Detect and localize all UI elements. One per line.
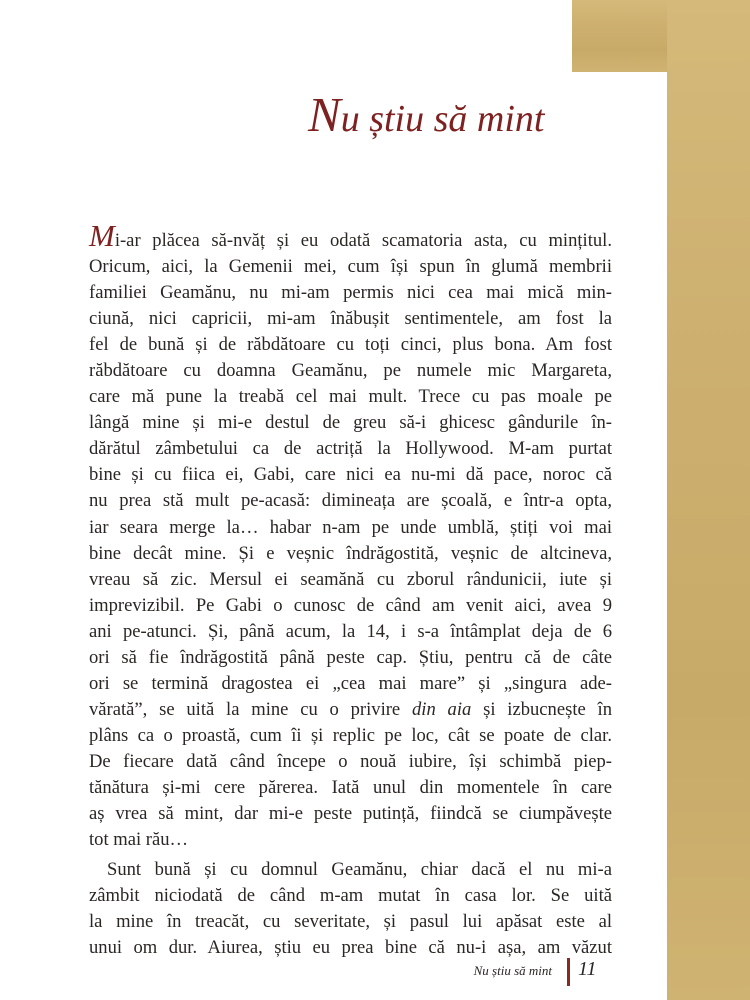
page-number: 11: [578, 958, 597, 980]
chapter-title-initial: N: [308, 87, 341, 142]
drop-cap: M: [89, 218, 115, 253]
text-line: răbdătoare cu doamna Geamănu, pe numele mic Margareta,: [89, 360, 612, 382]
text-line: [89, 218, 612, 254]
chapter-title: [308, 86, 608, 145]
text-line: vreau să zic. Mersul ei seamănă cu zborul rândunicii, iute și: [89, 568, 612, 590]
text-line: ori se termină dragostea ei „cea mai mare” și „singura ade-: [89, 672, 612, 694]
text-line-content: vărată”, se uită la mine cu o privire: [89, 698, 412, 720]
text-line: la mine în treacăt, cu severitate, și pasul lui apăsat este al: [89, 911, 612, 933]
text-line: Sunt bună și cu domnul Geamănu, chiar dacă el nu mi-a: [107, 859, 612, 881]
chapter-title-rest: u știu să mint: [340, 98, 545, 140]
text-line: imprevizibil. Pe Gabi o cunosc de când am venit aici, avea 9: [89, 594, 612, 616]
text-line-content: și izbucnește în: [483, 698, 612, 720]
gold-decor-right: [667, 0, 750, 1000]
text-line: tănătura și-mi cere părerea. Iată unul din momentele în care: [89, 776, 612, 798]
text-line: fel de bună și de răbdătoare cu toți cinci, plus bona. Am fost: [89, 334, 612, 356]
text-line: aș vrea să mint, dar mi-e peste putință, fiindcă se ciumpăvește: [89, 803, 612, 825]
text-line: De fiecare dată când începe o nouă iubire, își schimbă piep-: [89, 750, 612, 772]
paragraph-2: [89, 857, 612, 961]
text-line: bine decât mine. Și e veșnic îndrăgostită, veșnic de altcineva,: [89, 542, 612, 564]
text-line-content: i-ar plăcea să-nvăț și eu odată scamatoria asta, cu mințitul.: [114, 230, 612, 251]
italic-phrase: din aia: [411, 698, 472, 720]
body-text: [89, 218, 612, 961]
text-line: care mă pune la treabă cel mai mult. Trece cu pas moale pe: [89, 386, 612, 408]
text-line: iar seara merge la… habar n-am pe unde umblă, știți voi mai: [89, 516, 612, 538]
text-line: bine și cu fiica ei, Gabi, care nici ea nu-mi dă pace, noroc că: [89, 464, 612, 486]
text-line: unui om dur. Aiurea, știu eu prea bine că nu-i așa, am văzut: [89, 937, 612, 959]
text-line: nu prea stă mult pe-acasă: dimineața are școală, e într-a opta,: [89, 490, 612, 512]
text-line: zâmbit niciodată de când m-am mutat în casa lor. Se uită: [89, 885, 612, 907]
running-head: Nu știu să mint: [473, 963, 552, 978]
text-line: [89, 697, 612, 723]
text-line: lângă mine și mi-e destul de greu să-i ghicesc gândurile în-: [89, 412, 612, 434]
text-line: familiei Geamănu, nu mi-am permis nici cea mai mică min-: [89, 282, 612, 304]
text-line: plâns ca o proastă, cum îi și replic pe loc, cât se poate de clar.: [89, 724, 612, 746]
footer-divider: [567, 958, 570, 986]
text-line: ani pe-atunci. Și, până acum, la 14, i s-a întâmplat deja de 6: [89, 620, 612, 642]
text-line: ciună, nici capricii, mi-am înăbușit sentimentele, am fost la: [89, 308, 612, 330]
paragraph-1: [89, 218, 612, 853]
text-line: dărătul zâmbetului ca de actriță la Hollywood. M-am purtat: [89, 438, 612, 460]
text-line: ori să fie îndrăgostită până peste cap. Știu, pentru că de câte: [89, 646, 612, 668]
text-line: Oricum, aici, la Gemenii mei, cum își spun în glumă membrii: [89, 256, 612, 278]
page-footer: [440, 958, 610, 988]
text-line: tot mai rău…: [89, 829, 189, 851]
